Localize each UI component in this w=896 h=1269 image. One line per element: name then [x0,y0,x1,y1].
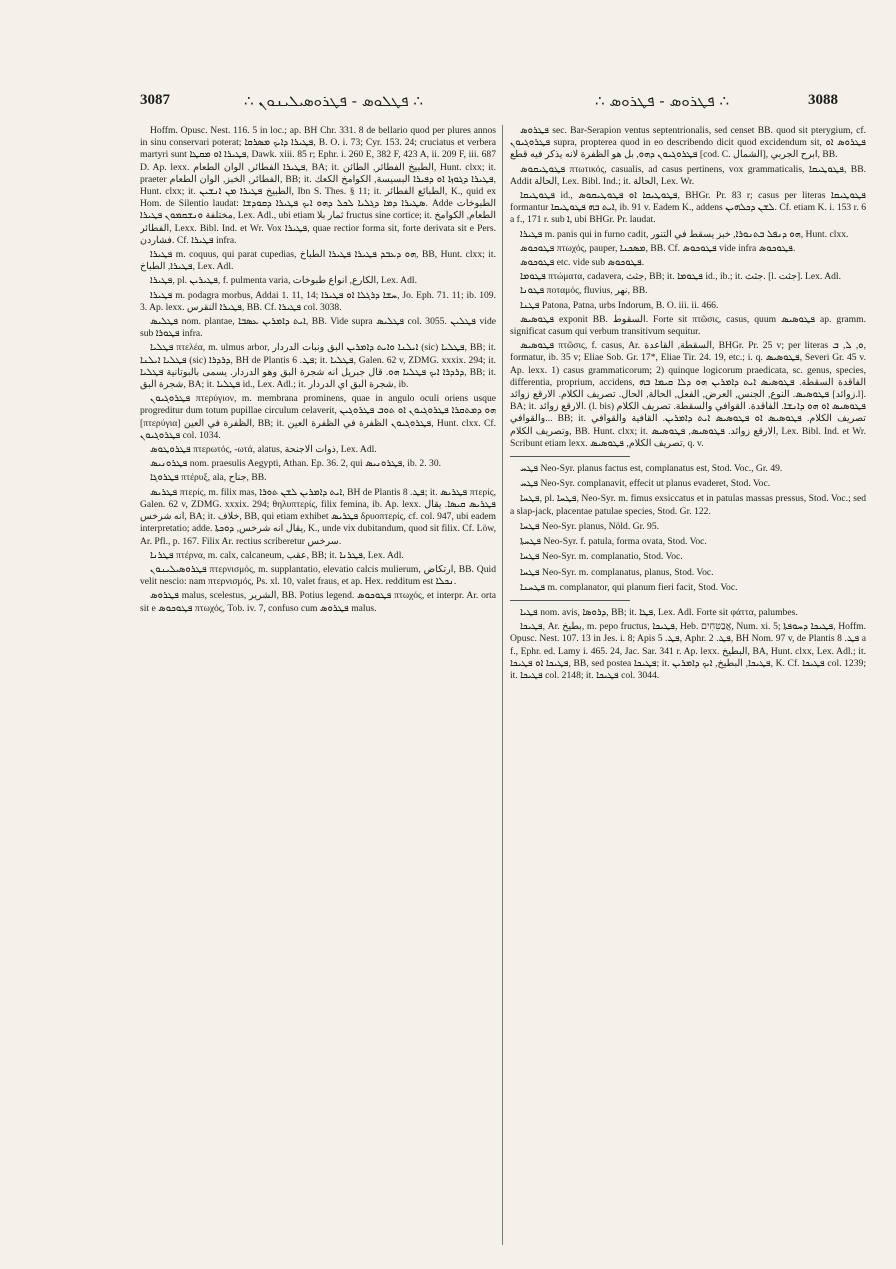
entry-paragraph: ܦܛܠܝܣ nom. plantae, ܐܝܬ ܕܐܡܪܝܢ ܥܣܒܐ, BB. Vide supra ܦܛܠܝܣ col. 3055. ܦܛܠܝܢ vide sub ܦܛܘܪܐ infra. [140,316,496,340]
entry-paragraph: ܦܛܘܟܘܣ πτωχός, pauper, ܡܣܟܢܐ, BB. Cf. ܦܛܘܟܘܣ vide infra ܦܛܘܟܘܣ. [520,242,796,254]
entry-paragraph: ܦܛܚ Neo-Syr. complanavit, effecit ut planus evaderet, Stod. Voc. [520,478,771,490]
entry-paragraph: ܦܛܚܐ Neo-Syr. m. complanatus, planus, Stod. Voc. [520,566,714,578]
right-running-title: ∴ ܦܛܪܘܣ - ܦܛܪܘܣ ∴ [595,92,730,110]
entry-paragraph: ܦܛܘܛܝܩܘܣ πτωτικός, casualis, ad casus pertinens, vox grammaticalis, ܦܛܘܛܝܩܐ, BB. Addit الحالة, Lex. Bibl. Ind.; it. الحالة, Lex. Wr. [510,163,866,187]
right-column-main [510,125,866,450]
entry-paragraph: ܦܛܚܢܐ m. complanator, qui planum fieri facit, Stod. Voc. [520,581,738,593]
entry-paragraph: ܦܛܝܪܐ, pl. ܦܛܝܪܝܢ, f. pulmenta varia, الكارع, انواع طبوخات, Lex. Adl. [150,275,417,287]
entry-paragraph: ܦܛܝܪܐ m. panis qui in furno cadit, ܗܘ ܕܢܦܠ ܒܬܢܘܪܐ, خبز يسقط في التنور, Hunt. clxx. [520,228,849,240]
entry-paragraph: ܦܛܠܝܐ πτελέα, m. ulmus arbor, ܐܝܠܢܐ ܘܐܝܬ ܕܐܡܪܝܢ البق ونبات الدردار (sic) ܦܛܠܝܐ, BB; it. ܦܛܠܝܐ ܐܝܠܢܐ (sic) ܕܪܕܪܐ, BH de Plantis ܦܛ. 6; it. ܦܛܠܝܐ, Galen. 62 v, ZDMG. xxxix. 294; it. ܕܪܕܪܐ ܐܝܟ ܦܛܠܝܐ ܗܘ. قال جبريل انه شجرة البق وهو الدردار. يسمى بالبوتانية ܦܛܠܝܐ, BB; it. شجرة البق, BA; it. ܦܛܠܝܐ id., Lex. Adl.; it. شجرة البق اي الدردار, ib. [140,342,496,391]
left-column [140,125,496,1245]
entry-paragraph: ܦܛܘܡܐ πτώματα, cadavera, جثث, BB; it. ܦܛܘܡܐ id., ib.; it. جثث. [l. جثت]. Lex. Adl. [520,271,841,283]
entry-paragraph: ܦܛܘܣܝܣ exponit BB. السقوط. Forte sit πτῶσις, casus, quum ܦܛܘܣܝܣ ap. gramm. significat casum qui verbum transitivum sequitur. [510,313,866,338]
entry-paragraph: ܦܛܪܘܣ malus, scelestus, الشرير, BB. Potius legend. ܦܛܘܟܘܣ πτωχός, et interpr. Ar. orta sit e ܦܛܘܟܘܣ πτωχός, Tob. iv. 7, confuso cum ܦܛܪܘܣ malus. [140,590,496,614]
entry-paragraph: ܦܛܪܢܐ πτέρνα, m. calx, calcaneum, عقب, BB; it. ܦܛܪܢܐ, Lex. Adl. [150,549,404,561]
entry-paragraph: ܦܛܘܟܘܣ etc. vide sub ܦܛܘܟܘܣ. [520,257,645,269]
right-page-number: 3088 [808,92,838,108]
entry-paragraph: ܦܛܚܐ Neo-Syr. planus, Nöld. Gr. 95. [520,520,660,532]
entry-paragraph: Hoffm. Opusc. Nest. 116. 5 in loc.; ap. BH Chr. 331. 8 de bellario quod per plures annos in sinu conservari poterat; ܦܛܝܪܐ ܕܐܝܟ ܡܣܪܩܐ, B. O. i. 73; Cyr. 153. 24; cruciatus et verbera martyri sunt ܦܛܝܪܐ ܐܘ ܡܩܛܐ, Dawk. xiii. 85 r; Ephr. i. 260 E, 382 F, 423 A, ii. 209 F, iii. 687 D. Ap. lexx. ܦܛܝܪܐ الفطائر, الوان الطعام, BA; it. الطبيخ الفطائر, الطائن, Hunt. clxx; it. praeter الفطائر, الخبز, الوان الطعام, BB; it. ܦܛܝܪܐ ܕܓܘܙܐ ܐܘ ܕܦܝܪܐ البسيسة, الكوامخ الكعك, Hunt. clxx; it. الطبيخ ܦܛܝܪܐ ܡܢ ܐܢܫܝܢ, Ibn S. Thes. § 11; it. الطبائع الفطائر, K., quid ex Hom. de Silentio laudat: ܣܛܝܪܐ ܕܡܐ ܕܓܠܝܐ ܠܟܠ ܕܗܘ ܐܝܟ ܦܛܝܪܐ ܕܩܘܕܫܐ. Adde الطبوخات مختلفة ܘܢܫܩܡܘܢ ܦܛܝܪܐ, Lex. Adl., ubi etiam ثمار بلا fructus sine cortice; it. الطعام, الكوامخ الفطائر, Lexx. Bibl. Ind. et Wr. Vox ܦܛܝܪܐ, quae rectior forma sit, forte derivata sit e Pers. فشاردن. Cf. ܦܛܝܪܐ infra. [140,125,496,246]
column-divider [502,125,503,1245]
entry-paragraph: ܦܛܝܪܐ m. podagra morbus, Addai 1. 11, 14; ܚܫܐ ܕܪܓܠܐ ܐܘ ܦܛܝܪܐ, Jo. Eph. 71. 11; ib. 109. 3. Ap. lexx. ܦܛܝܪܐ النقرس, BB. Cf. ܦܛܝܪܐ col. 3038. [140,289,496,313]
entry-paragraph: ܦܛܝܐ nom. avis, ܕܪܘܣܐ, BB; it. ܦܛܐ, Lex. Adl. Forte sit φάττα, palumbes. [520,606,798,618]
right-column-neo-syriac [510,463,866,594]
entry-paragraph: ܦܛܪܘܓܝܘܢ πτερύγιον, m. membrana prominens, quae in angulo oculi oriens usque progreditur dum totum pupillae circulum celaverit, ܗܘ ܕܡܬܩܪܐ ܦܛܪܘܓܝܘܢ ܐܘ ܬܘܒ ܦܛܪܘܓܝܢ [πτερύγια] الظفرة في العين, BB; it. ܦܛܪܘܓܝܘܢ الظفرة في الظفرة العين, Hunt. clxx. Cf. ܦܛܪܘܓܝܘܢ col. 1034. [140,393,496,441]
entry-paragraph: ܦܛܪܘܢܝܣ nom. praesulis Aegypti, Athan. Ep. 36. 2, qui ܦܛܪܘܢܝܣ, ib. 2. 30. [150,458,442,470]
entry-paragraph: ܦܛܪܘܣܝܠܝܢܘܢ πτερνισμός, m. supplantatio, elevatio calcis mulierum, ارتكاض, BB. Quid velit nescio: nam πτερνισμός, Ps. xl. 10, valet fraus, et ap. Hex. redditum est ܢܟܠܐ. [140,563,496,588]
entry-paragraph: ܦܛܪܘܓܐ πτέρυξ, ala, جناح, BB. [150,472,267,484]
page-header [0,0,896,120]
left-page-number: 3087 [140,92,170,108]
section-separator [510,456,630,457]
left-running-title: ∴ ܦܛܠܘܣ - ܦܛܪܘܣܝܠܝܢܘܢ ∴ [244,92,423,110]
entry-paragraph: ܦܛܝܟܐ, Ar. بطيخ, m. pepo fructus, ܦܛܝܟܐ, Heb. אֲבַטִּחִים, Num. xi. 5; ܦܛܝܟܐ ܕܚܘܦܬܐ, Hoffm. Opusc. Nest. 107. 13 in Jes. i. 8; Apis ܦܛ. 5, Aphr. ܦܛ. 2, BH Nom. 97 v, de Plantis ܦܛ. 8 a f., Ephr. ed. Lamy i. 465. 24, Jac. Sar. 341 r. Ap. lexx. البطيخ, BA, Hunt. clxx, Lex. Adl.; it. ܦܛܝܟܐ ܐܘ ܦܛܝܟܐ, BB, sed postea ܦܛܝܟܐ; it. ܦܛܝܟܐ, البطيخ, ܐܝܟ ܕܐܡܪܝܢ, K. Cf. ܦܛܝܟܐ col. 1239; it. ܦܛܝܟܐ col. 2148; it. ܦܛܝܟܐ col. 3044. [510,621,866,681]
entry-paragraph: ܦܛܚ Neo-Syr. planus factus est, complanatus est, Stod. Voc., Gr. 49. [520,463,783,475]
entry-paragraph: ܦܛܘܛܝܩܐ id., ܦܛܘܛܝܩܐ ܐܘ ܦܛܘܛܝܩܘܣ, BHGr. Pr. 83 r; casus per literas ܦܛܘܛܝܩܐ formantur ܐܝܬ ܒܗ ܦܛܘܛܝܩܐ, ib. 91 v. Eadem K., addens ܠܫܢ ܕܟܠܗܝܢ. Cf. etiam K. i. 153 r. 6 a f., 171 r. sub ܐ, ubi BHGr. Pr. laudat. [510,190,866,226]
entry-paragraph: ܦܛܪܝܣ πτερίς, m. filix mas, ܐܝܬ ܕܐܡܪܝܢ ܠܫܢ ܬܘܪܐ, BH de Plantis ܦܛ. 8; it. ܦܛܪܝܣ πτερίς, Galen. 62 v, ZDMG. xxxix. 294; θηλυπτερίς, filix femina, ib. Ap. lexx. ܦܛܪܝܣ ܩܝܣܐ. يقال انه شرخس, BA; it. خلاف, BB, qui etiam exhibet ܦܛܪܝܣ δρυοπτερίς, cf. col. 947, ubi eadem interpretatio; adde. يقال انه شرخس, ܕܘܟܬܐ, K., unde vix dubitandum, quod sit filix. Cf. Löw, Ar. Pfl., p. 167. Filix Ar. rectius scriberetur سرخس. [140,486,496,547]
section-separator [510,600,630,601]
right-column [510,125,866,1245]
right-column-tail [510,607,866,682]
entry-paragraph: ܦܛܪܘܣ sec. Bar-Serapion ventus septentrionalis, sed censet BB. quod sit pterygium, cf. ܦܛܪܘܓܝܘܢ supra, propterea quod in eo describendo dicit quod excidendum sit, ܦܛܪܘܣ ܐܘ ܦܛܪܘܓܝܘܢ ܕܗܘ, بل هو الظفرة لانه يذكر فيه قطع [cod. C. الشمال], ابرح الجربي, BB. [510,125,866,161]
entry-paragraph: ܦܛܚܬܐ Neo-Syr. f. patula, forma ovata, Stod. Voc. [520,536,707,548]
entry-paragraph: ܦܛܘܣܝܣ πτῶσις, f. casus, Ar. السقطة, القاعدة, BHGr. Pr. 25 v; per literas ܘ, ܠ, ܒ, formatur, ib. 35 v; Eliae Sob. Gr. 17*, Eliae Tir. 24. 19, etc.; i. q. ܦܛܘܣܝܣ, Severi Gr. 45 v. Ap. lexx. 1) casus grammaticorum; 2) quinque logicorum praedicata, sc. genus, species, differentia, proprium, accidens, الفاقدة السقطة. ܦܛܘܣܝܣ ܐܝܬ ܕܐܡܪܝܢ ܗܘ ܕܠܐ ܩܝܡܐ ܒܗ ܦܛܘܣܝܣ. النوع, الجنس, العرض, الفعل, الحالة, الحال. تصريف الكلام. الارقع زوائد [زوائد.l]. BA; it. الارقع زوائد. (l. bis) ܦܛܘܣܝܣ ܐܘ ܗܘ ܕܐܢܫܐ. الفاقدة. القوافي والسقطة. تصريف الكلام والقوافي... BB; it. تصريف الكلام. ܦܛܘܣܝܣ ܐܘ ܦܛܘܣܝܣ ܐܝܬ ܕܐܡܪܝܢ. القافية والقوافي وتصريف الكلام, BB. Hunt. clxx; it. الارقع زوائد. ܦܛܘܣܝܣ, ܦܛܘܣܝܣ, Lex. Bibl. Ind. et Wr. Scribunt etiam lexx. تصريف الكلام, ܦܛܘܣܝܣ, q. v. [510,340,866,449]
entry-paragraph: ܦܛܢܐ Patona, Patna, urbs Indorum, B. O. iii. ii. 466. [520,299,719,311]
entry-paragraph: ܦܛܪܘܛܘܣ πτερωτός, -ωτά, alatus, ذوات الاجنحة, Lex. Adl. [150,444,377,456]
entry-paragraph: ܦܛܚܐ, pl. ܦܛܚܐ, Neo-Syr. m. fimus exsiccatus et in patulas massas pressus, Stod. Voc.; sed a slap-jack, placentae patulae species, Stod. Gr. 122. [510,493,866,517]
entry-paragraph: ܦܛܘܢܐ ποταμός, fluvius, نهر, BB. [520,285,648,297]
entry-paragraph: ܦܛܚܐ Neo-Syr. m. complanatio, Stod. Voc. [520,551,683,563]
entry-paragraph: ܦܛܝܪܐ m. coquus, qui parat cupedias, ܗܘ ܕܥܒܕ ܦܛܝܪܐ ܦܛܝܪܐ الطباخ, BB, Hunt. clxx; it. ܦܛܝܪܐ, الطباخ, Lex. Adl. [140,249,496,273]
